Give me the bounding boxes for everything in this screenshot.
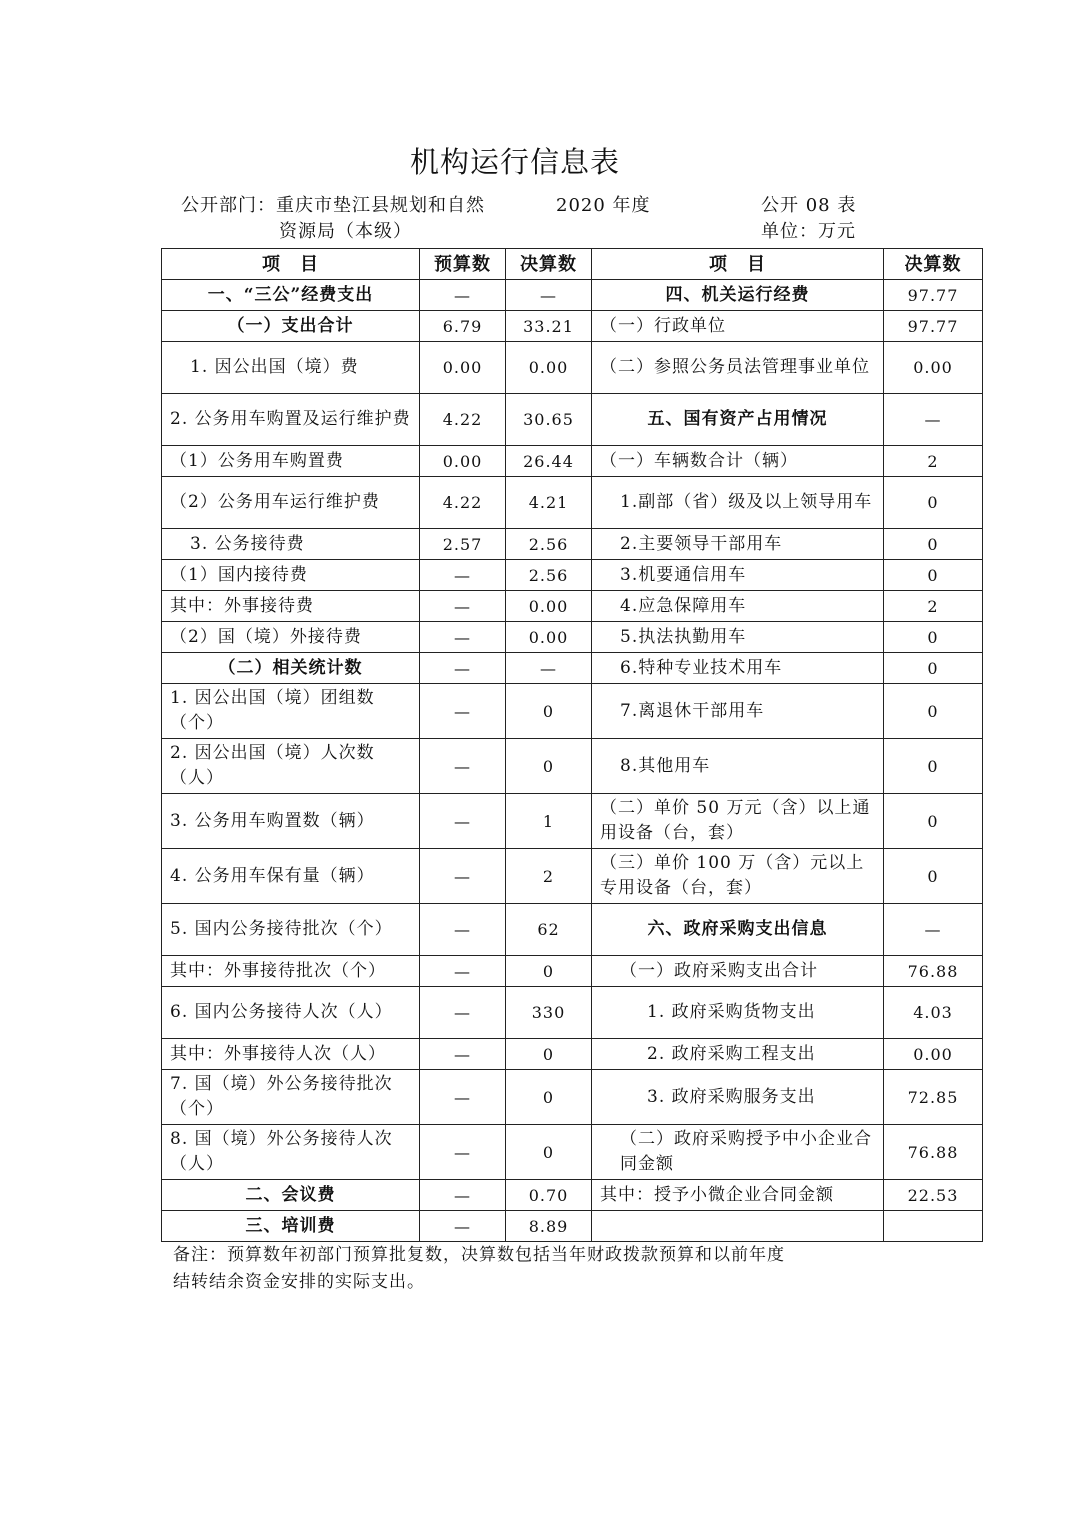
row-final-right: 97.77 bbox=[884, 311, 983, 342]
row-budget: — bbox=[420, 622, 506, 653]
row-budget: — bbox=[420, 904, 506, 956]
row-final-right: 76.88 bbox=[884, 1125, 983, 1180]
table-row bbox=[162, 446, 983, 477]
row-budget: 0.00 bbox=[420, 446, 506, 477]
row-final: 1 bbox=[506, 794, 592, 849]
row-final-right bbox=[884, 1211, 983, 1242]
row-final: 8.89 bbox=[506, 1211, 592, 1242]
row-item-right: 3.机要通信用车 bbox=[592, 560, 884, 591]
row-final: 2.56 bbox=[506, 560, 592, 591]
row-final-right: 0 bbox=[884, 653, 983, 684]
row-item-left: （一）支出合计 bbox=[162, 311, 420, 342]
row-final: 330 bbox=[506, 987, 592, 1039]
row-final-right: 0 bbox=[884, 739, 983, 794]
row-item-left: 3. 公务用车购置数（辆） bbox=[162, 794, 420, 849]
table-row bbox=[162, 560, 983, 591]
year-label: 2020 年度 bbox=[556, 195, 651, 216]
table-row bbox=[162, 1211, 983, 1242]
row-final-right: 0 bbox=[884, 794, 983, 849]
row-budget: — bbox=[420, 1039, 506, 1070]
row-item-right bbox=[592, 1211, 884, 1242]
row-item-left: 三、培训费 bbox=[162, 1211, 420, 1242]
row-item-left: 其中：外事接待费 bbox=[162, 591, 420, 622]
row-final-right: 0 bbox=[884, 560, 983, 591]
row-final: 0.00 bbox=[506, 591, 592, 622]
footnote bbox=[173, 1242, 873, 1296]
row-final-right: 0 bbox=[884, 622, 983, 653]
header-budget: 预算数 bbox=[420, 249, 506, 280]
table-row bbox=[162, 956, 983, 987]
row-budget: — bbox=[420, 739, 506, 794]
header-final-right: 决算数 bbox=[884, 249, 983, 280]
row-final-right: 97.77 bbox=[884, 280, 983, 311]
row-item-right: （三）单价 100 万（含）元以上专用设备（台，套） bbox=[592, 849, 884, 904]
row-item-left: （2）公务用车运行维护费 bbox=[162, 477, 420, 529]
row-item-right: 其中：授予小微企业合同金额 bbox=[592, 1180, 884, 1211]
row-budget: 6.79 bbox=[420, 311, 506, 342]
row-item-right: 3. 政府采购服务支出 bbox=[592, 1070, 884, 1125]
row-item-right: （二）参照公务员法管理事业单位 bbox=[592, 342, 884, 394]
row-item-left: 一、“三公”经费支出 bbox=[162, 280, 420, 311]
row-item-left: （二）相关统计数 bbox=[162, 653, 420, 684]
row-item-left: 二、会议费 bbox=[162, 1180, 420, 1211]
row-final-right: 0.00 bbox=[884, 342, 983, 394]
row-final-right: 0 bbox=[884, 849, 983, 904]
table-row bbox=[162, 1180, 983, 1211]
row-final: — bbox=[506, 280, 592, 311]
row-item-left: 1. 因公出国（境）团组数（个） bbox=[162, 684, 420, 739]
row-final-right: 0.00 bbox=[884, 1039, 983, 1070]
row-final: 4.21 bbox=[506, 477, 592, 529]
row-item-left: 8. 国（境）外公务接待人次（人） bbox=[162, 1125, 420, 1180]
row-item-left: 1. 因公出国（境）费 bbox=[162, 342, 420, 394]
row-budget: — bbox=[420, 794, 506, 849]
table-row bbox=[162, 529, 983, 560]
row-budget: 4.22 bbox=[420, 477, 506, 529]
table-row bbox=[162, 1125, 983, 1180]
row-item-left: （2）国（境）外接待费 bbox=[162, 622, 420, 653]
row-final-right: — bbox=[884, 904, 983, 956]
row-final: 2.56 bbox=[506, 529, 592, 560]
row-item-right: 1.副部（省）级及以上领导用车 bbox=[592, 477, 884, 529]
unit-label: 单位：万元 bbox=[761, 221, 856, 242]
row-final-right: 22.53 bbox=[884, 1180, 983, 1211]
row-item-right: 5.执法执勤用车 bbox=[592, 622, 884, 653]
row-item-left: 7. 国（境）外公务接待批次（个） bbox=[162, 1070, 420, 1125]
row-budget: — bbox=[420, 849, 506, 904]
row-item-left: 5. 国内公务接待批次（个） bbox=[162, 904, 420, 956]
row-final: 0 bbox=[506, 684, 592, 739]
row-final-right: 76.88 bbox=[884, 956, 983, 987]
row-final: 0 bbox=[506, 1070, 592, 1125]
header-row bbox=[162, 249, 983, 280]
row-item-left: 6. 国内公务接待人次（人） bbox=[162, 987, 420, 1039]
page-title: 机构运行信息表 bbox=[409, 145, 620, 179]
row-budget: — bbox=[420, 653, 506, 684]
row-item-right: 8.其他用车 bbox=[592, 739, 884, 794]
table-row bbox=[162, 684, 983, 739]
row-final: 30.65 bbox=[506, 394, 592, 446]
table-row bbox=[162, 280, 983, 311]
row-item-left: （1）公务用车购置费 bbox=[162, 446, 420, 477]
table-row bbox=[162, 622, 983, 653]
row-budget: — bbox=[420, 560, 506, 591]
row-item-right: 2. 政府采购工程支出 bbox=[592, 1039, 884, 1070]
row-budget: — bbox=[420, 1211, 506, 1242]
header-final-left: 决算数 bbox=[506, 249, 592, 280]
row-budget: 0.00 bbox=[420, 342, 506, 394]
row-budget: 4.22 bbox=[420, 394, 506, 446]
footnote-line-1: 备注：预算数年初部门预算批复数，决算数包括当年财政拨款预算和以前年度 bbox=[173, 1245, 785, 1265]
row-item-right: （一）车辆数合计（辆） bbox=[592, 446, 884, 477]
row-final-right: 2 bbox=[884, 591, 983, 622]
table-row bbox=[162, 394, 983, 446]
row-item-right: 2.主要领导干部用车 bbox=[592, 529, 884, 560]
table-row bbox=[162, 653, 983, 684]
row-item-left: 其中：外事接待批次（个） bbox=[162, 956, 420, 987]
row-item-right: （二）单价 50 万元（含）以上通用设备（台，套） bbox=[592, 794, 884, 849]
table-row bbox=[162, 987, 983, 1039]
row-final: 0.70 bbox=[506, 1180, 592, 1211]
row-item-right: 六、政府采购支出信息 bbox=[592, 904, 884, 956]
row-item-left: 2. 公务用车购置及运行维护费 bbox=[162, 394, 420, 446]
row-final-right: 2 bbox=[884, 446, 983, 477]
row-budget: — bbox=[420, 1070, 506, 1125]
table-row bbox=[162, 904, 983, 956]
row-item-left: 2. 因公出国（境）人次数（人） bbox=[162, 739, 420, 794]
row-item-right: 4.应急保障用车 bbox=[592, 591, 884, 622]
row-final-right: 0 bbox=[884, 529, 983, 560]
row-final: — bbox=[506, 653, 592, 684]
row-item-right: （一）政府采购支出合计 bbox=[592, 956, 884, 987]
footnote-line-2: 结转结余资金安排的实际支出。 bbox=[173, 1272, 425, 1292]
table-row bbox=[162, 1070, 983, 1125]
row-final-right: — bbox=[884, 394, 983, 446]
row-final: 0.00 bbox=[506, 622, 592, 653]
row-item-left: 4. 公务用车保有量（辆） bbox=[162, 849, 420, 904]
row-budget: 2.57 bbox=[420, 529, 506, 560]
row-final: 26.44 bbox=[506, 446, 592, 477]
row-item-left: 其中：外事接待人次（人） bbox=[162, 1039, 420, 1070]
header-item-left: 项 目 bbox=[162, 249, 420, 280]
row-final: 2 bbox=[506, 849, 592, 904]
row-final-right: 0 bbox=[884, 477, 983, 529]
row-budget: — bbox=[420, 987, 506, 1039]
info-table bbox=[161, 248, 983, 1242]
table-row bbox=[162, 849, 983, 904]
row-final: 33.21 bbox=[506, 311, 592, 342]
row-item-right: 四、机关运行经费 bbox=[592, 280, 884, 311]
row-final: 0.00 bbox=[506, 342, 592, 394]
row-final-right: 72.85 bbox=[884, 1070, 983, 1125]
row-budget: — bbox=[420, 280, 506, 311]
row-item-right: 7.离退休干部用车 bbox=[592, 684, 884, 739]
row-item-right: 6.特种专业技术用车 bbox=[592, 653, 884, 684]
row-budget: — bbox=[420, 1180, 506, 1211]
row-final: 62 bbox=[506, 904, 592, 956]
header-item-right: 项 目 bbox=[592, 249, 884, 280]
table-row bbox=[162, 342, 983, 394]
table-number: 公开 08 表 bbox=[761, 195, 857, 216]
row-budget: — bbox=[420, 684, 506, 739]
row-item-right: （二）政府采购授予中小企业合同金额 bbox=[592, 1125, 884, 1180]
row-final: 0 bbox=[506, 1039, 592, 1070]
department-label: 公开部门：重庆市垫江县规划和自然 bbox=[181, 195, 485, 216]
row-item-right: （一）行政单位 bbox=[592, 311, 884, 342]
row-item-left: （1）国内接待费 bbox=[162, 560, 420, 591]
table-row bbox=[162, 794, 983, 849]
department-label-continued: 资源局（本级） bbox=[279, 221, 412, 242]
row-budget: — bbox=[420, 956, 506, 987]
row-budget: — bbox=[420, 591, 506, 622]
row-item-right: 1. 政府采购货物支出 bbox=[592, 987, 884, 1039]
table-row bbox=[162, 591, 983, 622]
row-budget: — bbox=[420, 1125, 506, 1180]
table-row bbox=[162, 311, 983, 342]
row-item-right: 五、国有资产占用情况 bbox=[592, 394, 884, 446]
row-final: 0 bbox=[506, 1125, 592, 1180]
row-final: 0 bbox=[506, 739, 592, 794]
table-row bbox=[162, 739, 983, 794]
row-item-left: 3. 公务接待费 bbox=[162, 529, 420, 560]
row-final-right: 0 bbox=[884, 684, 983, 739]
table-row bbox=[162, 477, 983, 529]
row-final-right: 4.03 bbox=[884, 987, 983, 1039]
table-row bbox=[162, 1039, 983, 1070]
row-final: 0 bbox=[506, 956, 592, 987]
